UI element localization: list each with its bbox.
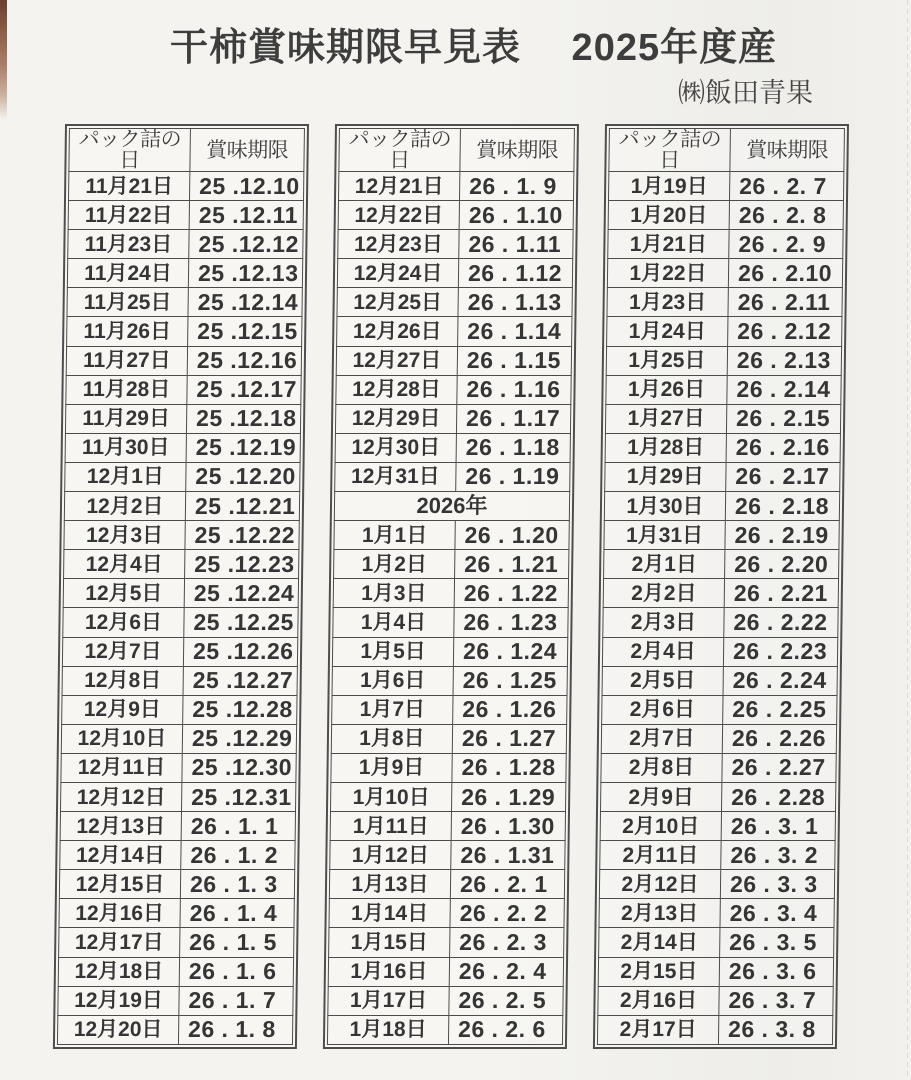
expiry-date-cell: 25 .12.10 <box>189 172 303 201</box>
header-row <box>339 129 575 172</box>
table-row <box>600 782 835 811</box>
table-row <box>335 462 570 491</box>
pack-date-cell: 11月27日 <box>66 346 187 375</box>
pack-date-cell: 11月21日 <box>68 172 189 201</box>
pack-date-cell: 2月15日 <box>598 957 719 986</box>
expiry-date-cell: 26 . 1.19 <box>456 462 570 491</box>
expiry-date-cell: 26 . 1.28 <box>452 753 566 782</box>
table-row <box>67 259 302 288</box>
expiry-date-cell: 26 . 1. 5 <box>180 928 294 957</box>
table-row <box>334 550 569 579</box>
table-row <box>67 288 302 317</box>
pack-date-cell: 2月14日 <box>599 928 720 957</box>
expiry-date-cell: 26 . 2.21 <box>724 579 838 608</box>
table-row <box>604 550 839 579</box>
expiry-date-cell: 26 . 1.10 <box>459 201 573 230</box>
year-divider-cell: 2026年 <box>334 492 569 521</box>
expiry-date-cell: 25 .12.12 <box>189 230 303 259</box>
pack-date-cell: 1月28日 <box>605 433 726 462</box>
table-row <box>330 841 565 870</box>
expiry-table-1-grid <box>57 128 305 1045</box>
table-row <box>329 928 564 957</box>
pack-date-cell: 12月11日 <box>61 753 182 782</box>
pack-date-cell: 11月26日 <box>67 317 188 346</box>
expiry-date-cell: 26 . 2. 3 <box>450 928 564 957</box>
pack-date-cell: 1月11日 <box>330 812 451 841</box>
table-row <box>600 841 835 870</box>
expiry-table-1 <box>53 124 309 1049</box>
pack-date-cell: 12月8日 <box>62 666 183 695</box>
pack-date-cell: 12月20日 <box>57 1015 178 1044</box>
expiry-date-cell: 26 . 2. 4 <box>449 957 563 986</box>
pack-date-cell: 2月8日 <box>601 753 722 782</box>
pack-date-cell: 1月22日 <box>607 259 728 288</box>
pack-date-cell: 2月7日 <box>601 724 722 753</box>
expiry-date-cell: 26 . 1. 2 <box>181 841 295 870</box>
expiry-date-cell: 26 . 3. 4 <box>720 899 834 928</box>
expiry-date-cell: 26 . 1.31 <box>451 841 565 870</box>
table-row <box>57 1015 292 1044</box>
pack-date-cell: 1月25日 <box>606 346 727 375</box>
expiry-date-cell: 26 . 2.24 <box>723 666 837 695</box>
table-row <box>608 172 843 201</box>
table-row <box>604 492 839 521</box>
pack-date-cell: 1月5日 <box>332 637 453 666</box>
expiry-date-cell: 26 . 1.18 <box>456 433 570 462</box>
pack-date-cell: 2月17日 <box>597 1015 718 1044</box>
expiry-date-cell: 26 . 1.24 <box>453 637 567 666</box>
expiry-header: 賞味期限 <box>460 129 575 172</box>
table-row <box>606 346 841 375</box>
expiry-date-cell: 25 .12.25 <box>184 608 298 637</box>
expiry-date-cell: 26 . 2.17 <box>726 462 840 491</box>
pack-date-cell: 2月6日 <box>602 695 723 724</box>
expiry-date-cell: 26 . 1. 3 <box>180 870 294 899</box>
expiry-date-cell: 25 .12.17 <box>187 375 301 404</box>
table-row <box>605 433 840 462</box>
expiry-date-cell: 26 . 1. 1 <box>181 812 295 841</box>
expiry-date-cell: 25 .12.26 <box>183 637 297 666</box>
expiry-table-2 <box>323 124 579 1049</box>
table-row <box>65 462 300 491</box>
pack-date-cell: 2月10日 <box>600 812 721 841</box>
expiry-date-cell: 26 . 3. 7 <box>719 986 833 1015</box>
expiry-date-cell: 25 .12.27 <box>183 666 297 695</box>
table-row <box>335 404 570 433</box>
expiry-date-cell: 26 . 2.26 <box>722 724 836 753</box>
pack-date-cell: 1月12日 <box>330 841 451 870</box>
table-row <box>598 986 833 1015</box>
expiry-date-cell: 26 . 3. 3 <box>720 870 834 899</box>
table-row <box>607 288 842 317</box>
expiry-date-cell: 26 . 1.16 <box>457 375 571 404</box>
expiry-date-cell: 25 .12.28 <box>183 695 297 724</box>
pack-date-cell: 12月2日 <box>64 492 185 521</box>
pack-date-cell: 1月31日 <box>604 521 725 550</box>
table-row <box>63 579 298 608</box>
pack-date-cell: 12月23日 <box>338 230 459 259</box>
expiry-date-cell: 26 . 1. 6 <box>179 957 293 986</box>
expiry-date-cell: 26 . 2. 5 <box>449 986 563 1015</box>
pack-date-cell: 2月9日 <box>600 782 721 811</box>
table-row <box>603 579 838 608</box>
expiry-date-cell: 26 . 2.23 <box>723 637 837 666</box>
expiry-date-cell: 26 . 2. 9 <box>729 230 843 259</box>
table-row <box>65 433 300 462</box>
expiry-date-cell: 25 .12.31 <box>181 782 295 811</box>
table-row <box>332 695 567 724</box>
expiry-date-cell: 26 . 2.14 <box>727 375 841 404</box>
table-row <box>331 724 566 753</box>
expiry-date-cell: 26 . 1. 4 <box>180 899 294 928</box>
pack-date-cell: 12月14日 <box>60 841 181 870</box>
pack-date-cell: 1月13日 <box>329 870 450 899</box>
expiry-date-cell: 25 .12.30 <box>182 753 296 782</box>
table-row <box>327 1015 562 1044</box>
pack-date-cell: 2月13日 <box>599 899 720 928</box>
expiry-date-cell: 26 . 1.20 <box>455 521 569 550</box>
expiry-date-cell: 26 . 1.14 <box>458 317 572 346</box>
expiry-date-cell: 26 . 1.12 <box>458 259 572 288</box>
table-row <box>68 201 303 230</box>
expiry-date-cell: 25 .12.21 <box>185 492 299 521</box>
table-row <box>608 201 843 230</box>
table-row <box>64 521 299 550</box>
expiry-date-cell: 26 . 2. 8 <box>729 201 843 230</box>
pack-date-cell: 12月15日 <box>59 870 180 899</box>
pack-date-cell: 12月19日 <box>58 986 179 1015</box>
pack-date-cell: 11月22日 <box>68 201 189 230</box>
pack-date-cell: 11月23日 <box>68 230 189 259</box>
table-row <box>333 608 568 637</box>
expiry-date-cell: 26 . 1.15 <box>457 346 571 375</box>
table-row <box>66 375 301 404</box>
expiry-date-cell: 26 . 2.18 <box>725 492 839 521</box>
table-row <box>601 753 836 782</box>
table-row <box>600 812 835 841</box>
expiry-date-cell: 26 . 2.10 <box>728 259 842 288</box>
table-row <box>66 346 301 375</box>
pack-date-cell: 1月29日 <box>605 462 726 491</box>
table-row <box>605 462 840 491</box>
pack-date-cell: 1月21日 <box>608 230 729 259</box>
expiry-date-cell: 26 . 1.30 <box>451 812 565 841</box>
expiry-date-cell: 26 . 1.17 <box>456 404 570 433</box>
page-title: 干柿賞味期限早見表 2025年度産 <box>170 27 778 69</box>
pack-date-cell: 12月24日 <box>337 259 458 288</box>
table-row <box>329 870 564 899</box>
table-row <box>58 957 293 986</box>
pack-date-cell: 1月15日 <box>329 928 450 957</box>
pack-date-cell: 1月18日 <box>327 1015 448 1044</box>
pack-date-cell: 12月4日 <box>64 550 185 579</box>
table-row <box>62 666 297 695</box>
header-row <box>69 129 305 172</box>
pack-date-cell: 1月6日 <box>332 666 453 695</box>
table-row <box>333 579 568 608</box>
table-row <box>63 608 298 637</box>
pack-date-cell: 1月4日 <box>333 608 454 637</box>
pack-date-cell: 12月3日 <box>64 521 185 550</box>
expiry-table-2-grid <box>327 128 575 1045</box>
table-row <box>58 986 293 1015</box>
table-row <box>337 259 572 288</box>
table-row <box>330 782 565 811</box>
pack-date-cell: 11月24日 <box>67 259 188 288</box>
pack-date-cell: 11月30日 <box>65 433 186 462</box>
expiry-date-cell: 26 . 2.11 <box>728 288 842 317</box>
expiry-table-3-grid <box>597 128 845 1045</box>
expiry-date-cell: 26 . 2.15 <box>726 404 840 433</box>
pack-date-cell: 12月7日 <box>62 637 183 666</box>
expiry-date-cell: 26 . 1. 8 <box>178 1015 292 1044</box>
expiry-date-cell: 25 .12.11 <box>189 201 303 230</box>
table-row <box>332 637 567 666</box>
scan-streak-artifact <box>0 0 7 120</box>
pack-date-cell: 12月17日 <box>59 928 180 957</box>
pack-date-cell: 1月17日 <box>328 986 449 1015</box>
expiry-date-cell: 26 . 3. 8 <box>718 1015 832 1044</box>
pack-date-cell: 1月10日 <box>330 782 451 811</box>
expiry-header: 賞味期限 <box>190 129 305 172</box>
table-row <box>61 753 296 782</box>
year-divider-row <box>334 492 569 521</box>
table-row <box>60 841 295 870</box>
expiry-date-cell: 26 . 3. 6 <box>719 957 833 986</box>
table-row <box>607 259 842 288</box>
table-row <box>598 957 833 986</box>
pack-date-cell: 12月1日 <box>65 462 186 491</box>
pack-date-cell: 12月27日 <box>336 346 457 375</box>
pack-date-cell: 11月25日 <box>67 288 188 317</box>
pack-date-cell: 12月31日 <box>335 462 456 491</box>
table-row <box>62 637 297 666</box>
table-row <box>332 666 567 695</box>
expiry-date-cell: 25 .12.29 <box>182 724 296 753</box>
table-row <box>601 724 836 753</box>
pack-date-cell: 11月28日 <box>66 375 187 404</box>
pack-date-cell: 1月23日 <box>607 288 728 317</box>
table-row <box>334 521 569 550</box>
table-row <box>60 782 295 811</box>
table-row <box>68 230 303 259</box>
pack-date-cell: 12月30日 <box>335 433 456 462</box>
pack-date-cell: 1月26日 <box>606 375 727 404</box>
table-row <box>605 404 840 433</box>
pack-date-cell: 1月30日 <box>604 492 725 521</box>
table-row <box>64 550 299 579</box>
expiry-date-cell: 25 .12.22 <box>185 521 299 550</box>
expiry-date-cell: 26 . 2.28 <box>721 782 835 811</box>
expiry-date-cell: 25 .12.13 <box>188 259 302 288</box>
pack-date-cell: 2月16日 <box>598 986 719 1015</box>
pack-date-cell: 1月7日 <box>332 695 453 724</box>
expiry-date-cell: 25 .12.23 <box>185 550 299 579</box>
table-row <box>338 230 573 259</box>
pack-date-cell: 12月18日 <box>58 957 179 986</box>
expiry-date-cell: 26 . 1.27 <box>452 724 566 753</box>
table-row <box>608 230 843 259</box>
table-row <box>338 201 573 230</box>
pack-date-cell: 1月14日 <box>329 899 450 928</box>
expiry-date-cell: 26 . 1.26 <box>453 695 567 724</box>
expiry-date-cell: 26 . 1. 7 <box>179 986 293 1015</box>
expiry-date-cell: 26 . 1.29 <box>451 782 565 811</box>
pack-date-cell: 12月9日 <box>62 695 183 724</box>
expiry-date-cell: 25 .12.24 <box>184 579 298 608</box>
tables-container <box>53 124 849 1049</box>
table-row <box>599 899 834 928</box>
expiry-date-cell: 25 .12.15 <box>188 317 302 346</box>
table-row <box>64 492 299 521</box>
pack-date-cell: 12月25日 <box>337 288 458 317</box>
expiry-date-cell: 25 .12.14 <box>188 288 302 317</box>
expiry-date-cell: 26 . 2.25 <box>723 695 837 724</box>
pack-date-header: パック詰の日 <box>69 129 191 172</box>
table-row <box>328 986 563 1015</box>
table-row <box>335 433 570 462</box>
pack-date-cell: 12月12日 <box>60 782 181 811</box>
expiry-date-cell: 25 .12.19 <box>186 433 300 462</box>
table-row <box>61 724 296 753</box>
table-row <box>602 637 837 666</box>
expiry-date-cell: 26 . 1. 9 <box>459 172 573 201</box>
table-row <box>603 608 838 637</box>
expiry-date-cell: 26 . 2.20 <box>725 550 839 579</box>
table-row <box>606 375 841 404</box>
table-row <box>68 172 303 201</box>
table-row <box>59 928 294 957</box>
expiry-date-cell: 26 . 3. 1 <box>721 812 835 841</box>
pack-date-cell: 1月8日 <box>331 724 452 753</box>
pack-date-cell: 1月20日 <box>608 201 729 230</box>
expiry-date-cell: 25 .12.16 <box>187 346 301 375</box>
expiry-date-cell: 26 . 2.13 <box>727 346 841 375</box>
expiry-date-cell: 26 . 2. 6 <box>448 1015 562 1044</box>
table-row <box>65 404 300 433</box>
table-row <box>328 957 563 986</box>
pack-date-cell: 1月19日 <box>608 172 729 201</box>
expiry-date-cell: 26 . 1.25 <box>453 666 567 695</box>
company-name: ㈱飯田青果 <box>678 78 813 108</box>
pack-date-cell: 12月21日 <box>338 172 459 201</box>
table-row <box>59 870 294 899</box>
expiry-date-cell: 26 . 1.13 <box>458 288 572 317</box>
expiry-date-cell: 26 . 2.22 <box>724 608 838 637</box>
table-row <box>59 899 294 928</box>
pack-date-header: パック詰の日 <box>609 129 731 172</box>
expiry-date-cell: 26 . 2. 2 <box>450 899 564 928</box>
table-row <box>337 288 572 317</box>
pack-date-cell: 2月1日 <box>604 550 725 579</box>
table-row <box>331 753 566 782</box>
pack-date-cell: 12月26日 <box>337 317 458 346</box>
expiry-date-cell: 26 . 3. 5 <box>720 928 834 957</box>
pack-date-cell: 12月10日 <box>61 724 182 753</box>
expiry-date-cell: 26 . 2.27 <box>722 753 836 782</box>
table-row <box>599 870 834 899</box>
pack-date-cell: 1月16日 <box>328 957 449 986</box>
pack-date-cell: 12月13日 <box>60 812 181 841</box>
pack-date-cell: 2月3日 <box>603 608 724 637</box>
header-row <box>609 129 845 172</box>
expiry-date-cell: 26 . 1.22 <box>454 579 568 608</box>
expiry-date-cell: 26 . 2. 1 <box>450 870 564 899</box>
pack-date-header: パック詰の日 <box>339 129 461 172</box>
table-row <box>607 317 842 346</box>
table-row <box>330 812 565 841</box>
pack-date-cell: 2月4日 <box>602 637 723 666</box>
table-row <box>60 812 295 841</box>
expiry-date-cell: 26 . 3. 2 <box>721 841 835 870</box>
expiry-date-cell: 25 .12.20 <box>186 462 300 491</box>
expiry-date-cell: 26 . 2.12 <box>728 317 842 346</box>
pack-date-cell: 2月2日 <box>603 579 724 608</box>
pack-date-cell: 12月28日 <box>336 375 457 404</box>
expiry-date-cell: 26 . 1.21 <box>455 550 569 579</box>
table-row <box>602 695 837 724</box>
pack-date-cell: 12月22日 <box>338 201 459 230</box>
pack-date-cell: 12月16日 <box>59 899 180 928</box>
table-row <box>62 695 297 724</box>
table-row <box>599 928 834 957</box>
pack-date-cell: 12月29日 <box>335 404 456 433</box>
expiry-date-cell: 26 . 1.23 <box>454 608 568 637</box>
pack-date-cell: 12月5日 <box>63 579 184 608</box>
expiry-date-cell: 26 . 2.16 <box>726 433 840 462</box>
pack-date-cell: 1月9日 <box>331 753 452 782</box>
pack-date-cell: 1月1日 <box>334 521 455 550</box>
pack-date-cell: 2月12日 <box>599 870 720 899</box>
pack-date-cell: 2月5日 <box>602 666 723 695</box>
table-row <box>602 666 837 695</box>
expiry-date-cell: 26 . 1.11 <box>459 230 573 259</box>
table-row <box>337 317 572 346</box>
expiry-date-cell: 26 . 2. 7 <box>729 172 843 201</box>
pack-date-cell: 11月29日 <box>65 404 186 433</box>
expiry-header: 賞味期限 <box>730 129 845 172</box>
table-row <box>597 1015 832 1044</box>
pack-date-cell: 1月24日 <box>607 317 728 346</box>
table-row <box>338 172 573 201</box>
expiry-date-cell: 25 .12.18 <box>186 404 300 433</box>
expiry-table-3 <box>593 124 849 1049</box>
pack-date-cell: 1月3日 <box>333 579 454 608</box>
pack-date-cell: 12月6日 <box>63 608 184 637</box>
pack-date-cell: 1月27日 <box>605 404 726 433</box>
table-row <box>336 346 571 375</box>
table-row <box>67 317 302 346</box>
pack-date-cell: 2月11日 <box>600 841 721 870</box>
table-row <box>329 899 564 928</box>
table-row <box>336 375 571 404</box>
pack-date-cell: 1月2日 <box>334 550 455 579</box>
expiry-date-cell: 26 . 2.19 <box>725 521 839 550</box>
table-row <box>604 521 839 550</box>
